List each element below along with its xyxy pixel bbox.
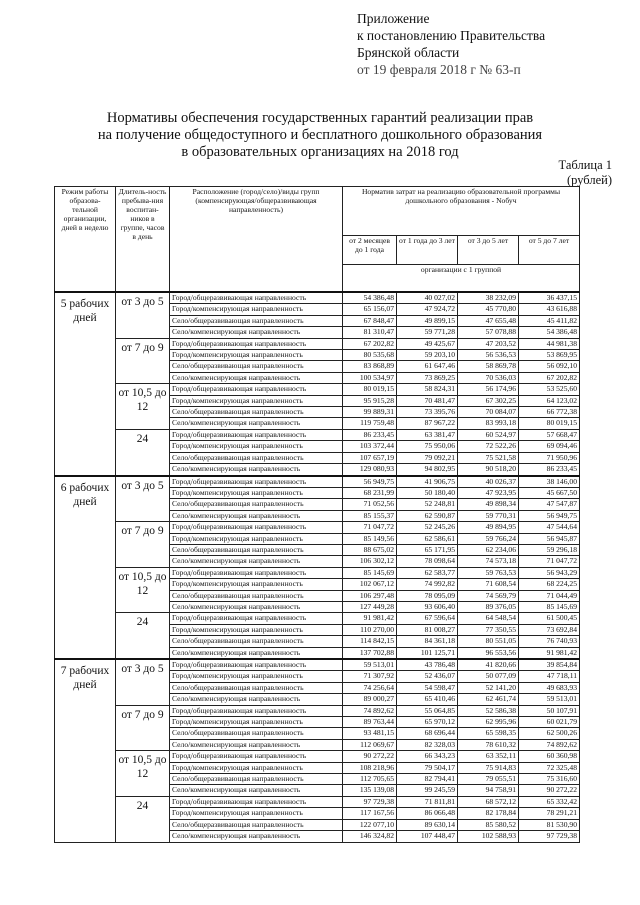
- location-cell: Город/компенсирующая направленность: [170, 533, 343, 544]
- value-cell: 82 328,03: [397, 739, 458, 750]
- value-cell: 43 786,48: [397, 659, 458, 671]
- title-line-1: Нормативы обеспечения государственных гарантий реализации прав: [106, 110, 534, 126]
- value-cell: 80 019,15: [343, 384, 397, 395]
- value-cell: 66 343,23: [397, 751, 458, 762]
- value-cell: 106 302,12: [343, 556, 397, 567]
- value-cell: 80 551,05: [458, 636, 519, 647]
- value-cell: 38 232,09: [458, 292, 519, 304]
- table-row: [55, 338, 580, 349]
- value-cell: 83 993,18: [458, 418, 519, 429]
- value-cell: 119 759,48: [343, 418, 397, 429]
- table-row: [55, 522, 580, 533]
- duration-cell: от 7 до 9: [116, 522, 170, 568]
- value-cell: 81 530,90: [519, 819, 580, 830]
- value-cell: 56 174,96: [458, 384, 519, 395]
- value-cell: 49 683,93: [519, 682, 580, 693]
- value-cell: 74 573,18: [458, 556, 519, 567]
- value-cell: 103 372,44: [343, 441, 397, 452]
- value-cell: 81 008,27: [397, 624, 458, 635]
- value-cell: 47 547,87: [519, 499, 580, 510]
- value-cell: 85 580,52: [458, 819, 519, 830]
- value-cell: 93 606,40: [397, 601, 458, 612]
- value-cell: 72 522,26: [458, 441, 519, 452]
- value-cell: 70 536,03: [458, 372, 519, 383]
- value-cell: 64 548,54: [458, 613, 519, 624]
- value-cell: 82 794,41: [397, 774, 458, 785]
- location-cell: Село/компенсирующая направленность: [170, 418, 343, 429]
- value-cell: 68 572,12: [458, 796, 519, 807]
- value-cell: 71 811,81: [397, 796, 458, 807]
- location-cell: Село/компенсирующая направленность: [170, 556, 343, 567]
- value-cell: 53 869,95: [519, 350, 580, 361]
- value-cell: 59 513,01: [519, 694, 580, 705]
- table-row: [55, 429, 580, 440]
- value-cell: 67 202,82: [343, 338, 397, 349]
- value-cell: 74 892,62: [519, 739, 580, 750]
- duration-cell: от 3 до 5: [116, 476, 170, 522]
- location-cell: Село/компенсирующая направленность: [170, 694, 343, 705]
- value-cell: 61 647,46: [397, 361, 458, 372]
- location-cell: Село/общеразвивающая направленность: [170, 361, 343, 372]
- value-cell: 67 202,82: [519, 372, 580, 383]
- value-cell: 72 325,48: [519, 762, 580, 773]
- value-cell: 107 448,47: [397, 831, 458, 842]
- value-cell: 59 513,01: [343, 659, 397, 671]
- header-age-2: от 1 года до 3 лет: [397, 236, 458, 265]
- value-cell: 52 436,07: [397, 671, 458, 682]
- value-cell: 68 224,25: [519, 579, 580, 590]
- value-cell: 75 914,83: [458, 762, 519, 773]
- value-cell: 81 310,47: [343, 327, 397, 338]
- location-cell: Село/общеразвивающая направленность: [170, 682, 343, 693]
- appendix-line-2: к постановлению Правительства: [357, 28, 546, 43]
- location-cell: Город/общеразвивающая направленность: [170, 338, 343, 349]
- value-cell: 96 553,56: [458, 647, 519, 659]
- value-cell: 59 766,24: [458, 533, 519, 544]
- value-cell: 135 139,08: [343, 785, 397, 796]
- value-cell: 56 949,75: [519, 510, 580, 521]
- value-cell: 50 107,91: [519, 705, 580, 716]
- value-cell: 71 307,92: [343, 671, 397, 682]
- header-groups: организации с 1 группой: [343, 265, 580, 292]
- value-cell: 78 095,09: [397, 590, 458, 601]
- location-cell: Село/компенсирующая направленность: [170, 785, 343, 796]
- value-cell: 71 950,96: [519, 452, 580, 463]
- value-cell: 74 992,82: [397, 579, 458, 590]
- value-cell: 65 171,95: [397, 544, 458, 555]
- value-cell: 40 027,02: [397, 292, 458, 304]
- location-cell: Город/общеразвивающая направленность: [170, 613, 343, 624]
- value-cell: 74 569,79: [458, 590, 519, 601]
- location-cell: Село/компенсирующая направленность: [170, 464, 343, 476]
- location-cell: Город/общеразвивающая направленность: [170, 567, 343, 578]
- table-caption: [559, 158, 612, 188]
- value-cell: 62 461,74: [458, 694, 519, 705]
- location-cell: Город/общеразвивающая направленность: [170, 384, 343, 395]
- duration-cell: от 7 до 9: [116, 338, 170, 384]
- value-cell: 78 098,64: [397, 556, 458, 567]
- location-cell: Город/компенсирующая направленность: [170, 717, 343, 728]
- value-cell: 73 869,25: [397, 372, 458, 383]
- location-cell: Село/общеразвивающая направленность: [170, 819, 343, 830]
- location-cell: Село/общеразвивающая направленность: [170, 315, 343, 326]
- value-cell: 110 270,00: [343, 624, 397, 635]
- value-cell: 49 898,34: [458, 499, 519, 510]
- value-cell: 45 411,82: [519, 315, 580, 326]
- value-cell: 107 657,19: [343, 452, 397, 463]
- value-cell: 63 352,11: [458, 751, 519, 762]
- duration-cell: от 3 до 5: [116, 292, 170, 338]
- location-cell: Село/компенсирующая направленность: [170, 647, 343, 659]
- value-cell: 90 272,22: [519, 785, 580, 796]
- location-cell: Город/компенсирующая направленность: [170, 624, 343, 635]
- value-cell: 112 069,67: [343, 739, 397, 750]
- location-cell: Город/компенсирующая направленность: [170, 762, 343, 773]
- value-cell: 63 381,47: [397, 429, 458, 440]
- value-cell: 71 047,72: [343, 522, 397, 533]
- value-cell: 54 386,48: [343, 292, 397, 304]
- value-cell: 82 178,84: [458, 808, 519, 819]
- value-cell: 70 481,47: [397, 395, 458, 406]
- value-cell: 52 245,26: [397, 522, 458, 533]
- location-cell: Город/компенсирующая направленность: [170, 579, 343, 590]
- value-cell: 108 218,96: [343, 762, 397, 773]
- value-cell: 59 296,18: [519, 544, 580, 555]
- value-cell: 47 655,48: [458, 315, 519, 326]
- document-title: [40, 110, 600, 161]
- table-row: [55, 476, 580, 488]
- value-cell: 75 316,60: [519, 774, 580, 785]
- value-cell: 49 899,15: [397, 315, 458, 326]
- value-cell: 59 763,53: [458, 567, 519, 578]
- value-cell: 97 729,38: [343, 796, 397, 807]
- value-cell: 62 590,87: [397, 510, 458, 521]
- value-cell: 62 234,06: [458, 544, 519, 555]
- value-cell: 52 141,20: [458, 682, 519, 693]
- location-cell: Село/компенсирующая направленность: [170, 831, 343, 842]
- value-cell: 45 667,50: [519, 487, 580, 498]
- table-row: [55, 796, 580, 807]
- table-body: [55, 292, 580, 842]
- value-cell: 86 233,45: [519, 464, 580, 476]
- location-cell: Село/общеразвивающая направленность: [170, 590, 343, 601]
- value-cell: 100 534,97: [343, 372, 397, 383]
- table-label: Таблица 1: [558, 158, 612, 172]
- value-cell: 62 995,96: [458, 717, 519, 728]
- value-cell: 40 026,37: [458, 476, 519, 488]
- value-cell: 85 149,56: [343, 533, 397, 544]
- location-cell: Село/компенсирующая направленность: [170, 327, 343, 338]
- location-cell: Село/компенсирующая направленность: [170, 739, 343, 750]
- value-cell: 91 981,42: [343, 613, 397, 624]
- value-cell: 89 376,05: [458, 601, 519, 612]
- value-cell: 58 869,78: [458, 361, 519, 372]
- header-age-4: от 5 до 7 лет: [519, 236, 580, 265]
- duration-cell: от 7 до 9: [116, 705, 170, 751]
- location-cell: Город/общеразвивающая направленность: [170, 751, 343, 762]
- value-cell: 47 924,72: [397, 304, 458, 315]
- value-cell: 39 854,84: [519, 659, 580, 671]
- value-cell: 114 842,15: [343, 636, 397, 647]
- norms-table: [54, 186, 580, 843]
- value-cell: 79 055,51: [458, 774, 519, 785]
- location-cell: Село/компенсирующая направленность: [170, 601, 343, 612]
- location-cell: Город/компенсирующая направленность: [170, 487, 343, 498]
- table-row: [55, 659, 580, 671]
- value-cell: 85 145,69: [519, 601, 580, 612]
- value-cell: 129 080,93: [343, 464, 397, 476]
- duration-cell: от 10,5 до 12: [116, 751, 170, 797]
- location-cell: Город/общеразвивающая направленность: [170, 476, 343, 488]
- value-cell: 65 598,35: [458, 728, 519, 739]
- value-cell: 76 740,93: [519, 636, 580, 647]
- table-row: [55, 384, 580, 395]
- value-cell: 88 675,02: [343, 544, 397, 555]
- value-cell: 101 125,71: [397, 647, 458, 659]
- units-label: (рублей): [566, 173, 612, 187]
- value-cell: 57 668,47: [519, 429, 580, 440]
- value-cell: 122 077,10: [343, 819, 397, 830]
- value-cell: 74 892,62: [343, 705, 397, 716]
- value-cell: 38 146,00: [519, 476, 580, 488]
- value-cell: 89 000,27: [343, 694, 397, 705]
- value-cell: 137 702,88: [343, 647, 397, 659]
- value-cell: 78 610,32: [458, 739, 519, 750]
- value-cell: 89 763,44: [343, 717, 397, 728]
- value-cell: 41 906,75: [397, 476, 458, 488]
- header-norm: Норматив затрат на реализацию образовательной программы дошкольного образования - Nобуч: [343, 187, 580, 236]
- appendix-line-1: Приложение: [357, 11, 430, 26]
- value-cell: 99 245,59: [397, 785, 458, 796]
- mode-cell: 6 рабочих дней: [55, 476, 116, 660]
- value-cell: 74 256,64: [343, 682, 397, 693]
- value-cell: 47 203,52: [458, 338, 519, 349]
- value-cell: 56 536,53: [458, 350, 519, 361]
- value-cell: 67 848,47: [343, 315, 397, 326]
- value-cell: 62 586,61: [397, 533, 458, 544]
- value-cell: 99 889,31: [343, 407, 397, 418]
- table-row: [55, 751, 580, 762]
- value-cell: 55 064,85: [397, 705, 458, 716]
- value-cell: 60 021,79: [519, 717, 580, 728]
- value-cell: 50 077,09: [458, 671, 519, 682]
- value-cell: 68 696,44: [397, 728, 458, 739]
- location-cell: Город/общеразвивающая направленность: [170, 659, 343, 671]
- value-cell: 65 332,42: [519, 796, 580, 807]
- value-cell: 71 052,56: [343, 499, 397, 510]
- value-cell: 60 524,97: [458, 429, 519, 440]
- value-cell: 59 770,31: [458, 510, 519, 521]
- location-cell: Село/компенсирующая направленность: [170, 372, 343, 383]
- appendix-line-3: Брянской области: [357, 45, 460, 60]
- value-cell: 112 705,65: [343, 774, 397, 785]
- location-cell: Город/общеразвивающая направленность: [170, 522, 343, 533]
- location-cell: Село/общеразвивающая направленность: [170, 544, 343, 555]
- location-cell: Город/компенсирующая направленность: [170, 395, 343, 406]
- value-cell: 59 203,10: [397, 350, 458, 361]
- value-cell: 73 692,84: [519, 624, 580, 635]
- value-cell: 75 521,58: [458, 452, 519, 463]
- location-cell: Город/компенсирующая направленность: [170, 350, 343, 361]
- header-location: Расположение (город/село)/виды групп (компенсирующая/общеразвивающая направленность): [170, 187, 343, 293]
- value-cell: 65 410,46: [397, 694, 458, 705]
- duration-cell: 24: [116, 429, 170, 475]
- value-cell: 106 297,48: [343, 590, 397, 601]
- value-cell: 71 047,72: [519, 556, 580, 567]
- value-cell: 47 923,95: [458, 487, 519, 498]
- value-cell: 65 970,12: [397, 717, 458, 728]
- value-cell: 54 598,47: [397, 682, 458, 693]
- title-line-3: в образовательных организациях на 2018 год: [181, 144, 459, 160]
- value-cell: 47 718,11: [519, 671, 580, 682]
- value-cell: 68 231,99: [343, 487, 397, 498]
- location-cell: Село/общеразвивающая направленность: [170, 728, 343, 739]
- value-cell: 73 395,76: [397, 407, 458, 418]
- value-cell: 49 894,95: [458, 522, 519, 533]
- value-cell: 52 586,38: [458, 705, 519, 716]
- value-cell: 85 145,69: [343, 567, 397, 578]
- appendix-date: от 19 февраля 2018 г № 63-п: [357, 62, 521, 77]
- value-cell: 146 324,82: [343, 831, 397, 842]
- value-cell: 67 302,25: [458, 395, 519, 406]
- value-cell: 69 094,46: [519, 441, 580, 452]
- value-cell: 64 123,02: [519, 395, 580, 406]
- value-cell: 90 272,22: [343, 751, 397, 762]
- value-cell: 59 771,28: [397, 327, 458, 338]
- value-cell: 77 350,55: [458, 624, 519, 635]
- mode-cell: 7 рабочих дней: [55, 659, 116, 842]
- value-cell: 61 500,45: [519, 613, 580, 624]
- value-cell: 45 770,80: [458, 304, 519, 315]
- value-cell: 102 067,12: [343, 579, 397, 590]
- value-cell: 86 066,48: [397, 808, 458, 819]
- location-cell: Город/компенсирующая направленность: [170, 671, 343, 682]
- location-cell: Город/компенсирующая направленность: [170, 304, 343, 315]
- value-cell: 54 386,48: [519, 327, 580, 338]
- value-cell: 71 044,49: [519, 590, 580, 601]
- value-cell: 70 084,07: [458, 407, 519, 418]
- location-cell: Село/общеразвивающая направленность: [170, 452, 343, 463]
- value-cell: 85 155,37: [343, 510, 397, 521]
- location-cell: Город/компенсирующая направленность: [170, 808, 343, 819]
- value-cell: 75 950,06: [397, 441, 458, 452]
- value-cell: 56 949,75: [343, 476, 397, 488]
- value-cell: 66 772,38: [519, 407, 580, 418]
- location-cell: Город/общеразвивающая направленность: [170, 796, 343, 807]
- location-cell: Город/общеразвивающая направленность: [170, 705, 343, 716]
- value-cell: 41 820,66: [458, 659, 519, 671]
- value-cell: 56 092,10: [519, 361, 580, 372]
- header-age-1: от 2 месяцев до 1 года: [343, 236, 397, 265]
- value-cell: 58 824,31: [397, 384, 458, 395]
- value-cell: 43 616,88: [519, 304, 580, 315]
- value-cell: 102 588,93: [458, 831, 519, 842]
- table-row: [55, 292, 580, 304]
- value-cell: 50 180,40: [397, 487, 458, 498]
- value-cell: 86 233,45: [343, 429, 397, 440]
- value-cell: 62 500,26: [519, 728, 580, 739]
- location-cell: Село/общеразвивающая направленность: [170, 636, 343, 647]
- duration-cell: 24: [116, 796, 170, 842]
- value-cell: 94 802,95: [397, 464, 458, 476]
- table-row: [55, 613, 580, 624]
- value-cell: 117 167,56: [343, 808, 397, 819]
- header-age-3: от 3 до 5 лет: [458, 236, 519, 265]
- value-cell: 89 630,14: [397, 819, 458, 830]
- value-cell: 60 360,98: [519, 751, 580, 762]
- location-cell: Село/общеразвивающая направленность: [170, 499, 343, 510]
- value-cell: 67 596,64: [397, 613, 458, 624]
- duration-cell: от 3 до 5: [116, 659, 170, 705]
- value-cell: 93 481,15: [343, 728, 397, 739]
- location-cell: Город/компенсирующая направленность: [170, 441, 343, 452]
- value-cell: 52 248,81: [397, 499, 458, 510]
- value-cell: 71 608,54: [458, 579, 519, 590]
- location-cell: Город/общеразвивающая направленность: [170, 292, 343, 304]
- title-line-2: на получение общедоступного и бесплатного дошкольного образования: [97, 127, 543, 143]
- location-cell: Село/общеразвивающая направленность: [170, 774, 343, 785]
- table-row: [55, 567, 580, 578]
- value-cell: 62 583,77: [397, 567, 458, 578]
- appendix-block: [357, 10, 545, 78]
- mode-cell: 5 рабочих дней: [55, 292, 116, 476]
- value-cell: 56 943,29: [519, 567, 580, 578]
- duration-cell: от 10,5 до 12: [116, 567, 170, 613]
- value-cell: 95 915,28: [343, 395, 397, 406]
- value-cell: 87 967,22: [397, 418, 458, 429]
- value-cell: 80 535,68: [343, 350, 397, 361]
- value-cell: 78 291,21: [519, 808, 580, 819]
- value-cell: 44 981,38: [519, 338, 580, 349]
- location-cell: Село/компенсирующая направленность: [170, 510, 343, 521]
- table-row: [55, 705, 580, 716]
- location-cell: Село/общеразвивающая направленность: [170, 407, 343, 418]
- value-cell: 91 981,42: [519, 647, 580, 659]
- header-duration: Длитель-ность пребыва-ния воспитан-ников в группе, часов в день: [116, 187, 170, 293]
- value-cell: 79 504,17: [397, 762, 458, 773]
- value-cell: 84 361,18: [397, 636, 458, 647]
- value-cell: 79 092,21: [397, 452, 458, 463]
- value-cell: 94 758,91: [458, 785, 519, 796]
- location-cell: Город/общеразвивающая направленность: [170, 429, 343, 440]
- value-cell: 97 729,38: [519, 831, 580, 842]
- duration-cell: от 10,5 до 12: [116, 384, 170, 430]
- value-cell: 127 449,28: [343, 601, 397, 612]
- value-cell: 53 525,60: [519, 384, 580, 395]
- value-cell: 56 945,87: [519, 533, 580, 544]
- value-cell: 57 078,88: [458, 327, 519, 338]
- value-cell: 36 437,15: [519, 292, 580, 304]
- value-cell: 47 544,64: [519, 522, 580, 533]
- value-cell: 49 425,67: [397, 338, 458, 349]
- duration-cell: 24: [116, 613, 170, 659]
- value-cell: 80 019,15: [519, 418, 580, 429]
- value-cell: 83 868,89: [343, 361, 397, 372]
- value-cell: 90 518,20: [458, 464, 519, 476]
- value-cell: 65 156,07: [343, 304, 397, 315]
- header-mode: Режим работы образова-тельной организации, дней в неделю: [55, 187, 116, 293]
